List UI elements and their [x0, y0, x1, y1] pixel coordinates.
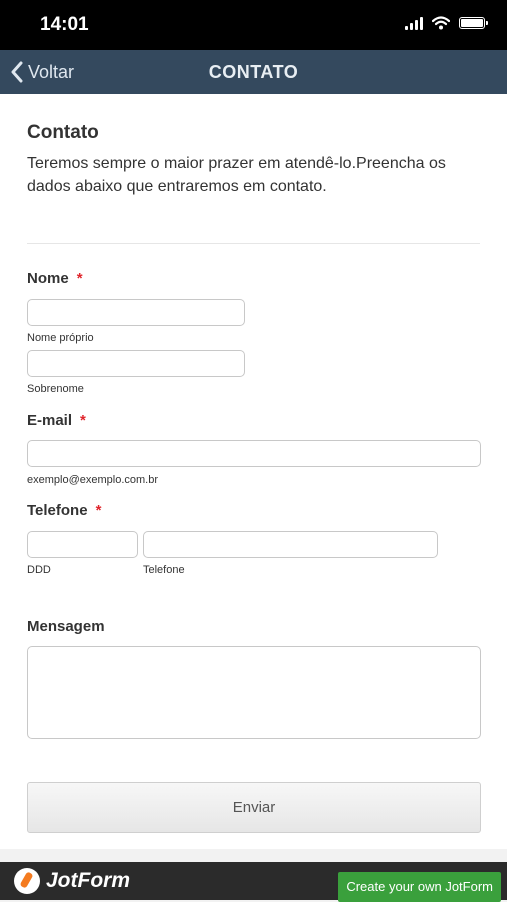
phone-label-text: Telefone [27, 502, 88, 519]
area-code-sublabel: DDD [27, 564, 51, 576]
create-jotform-button[interactable]: Create your own JotForm [338, 872, 501, 902]
jotform-logo[interactable] [14, 868, 130, 894]
divider [27, 243, 480, 244]
message-textarea[interactable] [27, 646, 481, 739]
form-content [0, 94, 507, 849]
form-title: Contato [27, 122, 99, 143]
battery-icon [459, 17, 485, 29]
wifi-icon [432, 16, 450, 30]
phone-number-sublabel: Telefone [143, 564, 185, 576]
first-name-sublabel: Nome próprio [27, 332, 94, 344]
required-marker: * [76, 270, 83, 287]
email-label [27, 412, 86, 429]
signal-icon [405, 16, 423, 30]
page-title: CONTATO [208, 62, 299, 82]
footer [0, 862, 507, 900]
email-sublabel: exemplo@exemplo.com.br [27, 474, 158, 486]
required-marker: * [80, 412, 86, 429]
submit-button[interactable]: Enviar [27, 782, 481, 833]
area-code-input[interactable] [27, 531, 138, 558]
name-label-text: Nome [27, 270, 69, 287]
email-label-text: E-mail [27, 412, 73, 429]
last-name-sublabel: Sobrenome [27, 383, 84, 395]
nav-bar [0, 50, 507, 94]
message-label: Mensagem [27, 618, 105, 635]
email-input[interactable] [27, 440, 481, 467]
form-subtitle: Teremos sempre o maior prazer em atendê-lo.Preencha os dados abaixo que entraremos em contato. [27, 155, 446, 195]
name-label [27, 270, 83, 287]
logo-text: JotForm [46, 869, 130, 892]
status-icons [405, 16, 485, 30]
first-name-input[interactable] [27, 299, 245, 326]
phone-number-input[interactable] [143, 531, 438, 558]
status-bar [0, 0, 507, 50]
required-marker: * [95, 502, 102, 519]
phone-label [27, 502, 101, 519]
back-label: Voltar [28, 61, 75, 82]
last-name-input[interactable] [27, 350, 245, 377]
jotform-logo-icon [14, 868, 40, 894]
status-time: 14:01 [40, 14, 89, 35]
